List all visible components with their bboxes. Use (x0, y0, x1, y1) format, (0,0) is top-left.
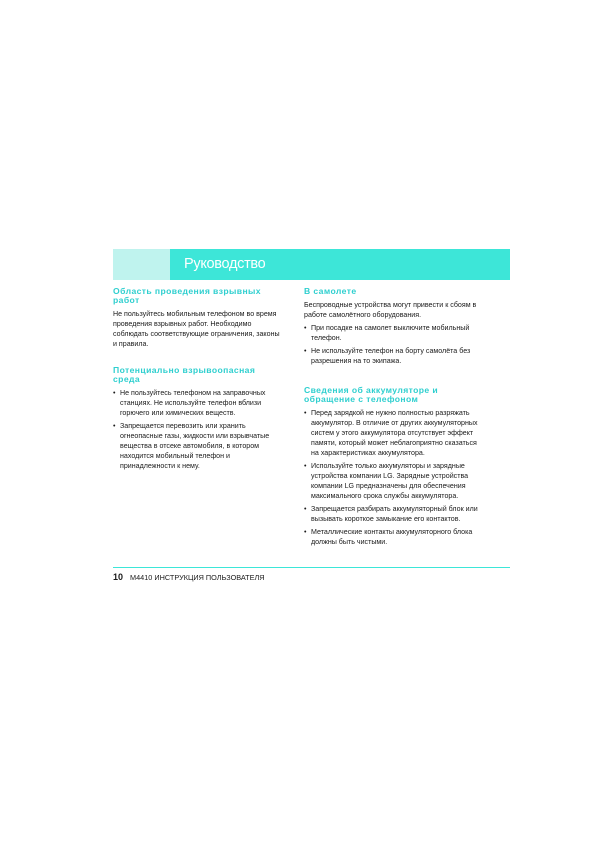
list-item: • Запрещается разбирать аккумуляторный блок или вызывать короткое замыкание его контактов. (304, 504, 484, 524)
list-item: • Используйте только аккумуляторы и зарядные устройства компании LG. Зарядные устройства компании LG предназначены для обеспечения максимального срока службы аккумулятора. (304, 461, 484, 501)
footer-text: M4410 ИНСТРУКЦИЯ ПОЛЬЗОВАТЕЛЯ (130, 573, 265, 582)
bullet-list (304, 408, 484, 547)
left-column (113, 287, 285, 474)
section-blasting-area (113, 287, 285, 349)
header-band-light-block (113, 249, 170, 280)
header-band-accent-block (170, 249, 510, 280)
bullet-list (113, 388, 285, 471)
section-explosive-atmosphere (113, 366, 285, 471)
list-item: • Запрещается перевозить или хранить огнеопасные газы, жидкости или взрывчатые вещества в отсеке автомобиля, в котором находится мобильный телефон и принадлежности к нему. (113, 421, 285, 471)
section-title: В самолете (304, 286, 357, 296)
section-title: Сведения об аккумуляторе и обращение с телефоном (304, 385, 439, 404)
section-on-aircraft (304, 287, 484, 366)
list-item: • Металлические контакты аккумуляторного блока должны быть чистыми. (304, 527, 484, 547)
section-title: Потенциально взрывоопасная среда (113, 365, 256, 384)
section-battery-info (304, 386, 484, 547)
page-number: 10 (113, 572, 124, 582)
section-paragraph: Не пользуйтесь мобильным телефоном во время проведения взрывных работ. Необходимо соблюдать соответствующие ограничения, законы и правила. (113, 310, 280, 348)
list-item: • При посадке на самолет выключите мобильный телефон. (304, 323, 484, 343)
right-column (304, 287, 484, 550)
page-footer (113, 572, 265, 583)
list-item: • Перед зарядкой не нужно полностью разряжать аккумулятор. В отличие от других аккумуляторных систем у этого аккумулятора отсутствует эффект памяти, который может неблагоприятно сказаться на характеристиках аккумулятора. (304, 408, 484, 458)
page-title: Руководство (184, 256, 266, 272)
list-item: • Не используйте телефон на борту самолёта без разрешения на то экипажа. (304, 346, 484, 366)
list-item: • Не пользуйтесь телефоном на заправочных станциях. Не используйте телефон вблизи горючего или химических веществ. (113, 388, 285, 418)
section-header-band (113, 249, 510, 280)
bullet-list (304, 323, 484, 366)
section-paragraph: Беспроводные устройства могут привести к сбоям в работе самолётного оборудования. (304, 301, 477, 319)
footer-divider (113, 567, 510, 568)
section-title: Область проведения взрывных работ (113, 286, 261, 305)
